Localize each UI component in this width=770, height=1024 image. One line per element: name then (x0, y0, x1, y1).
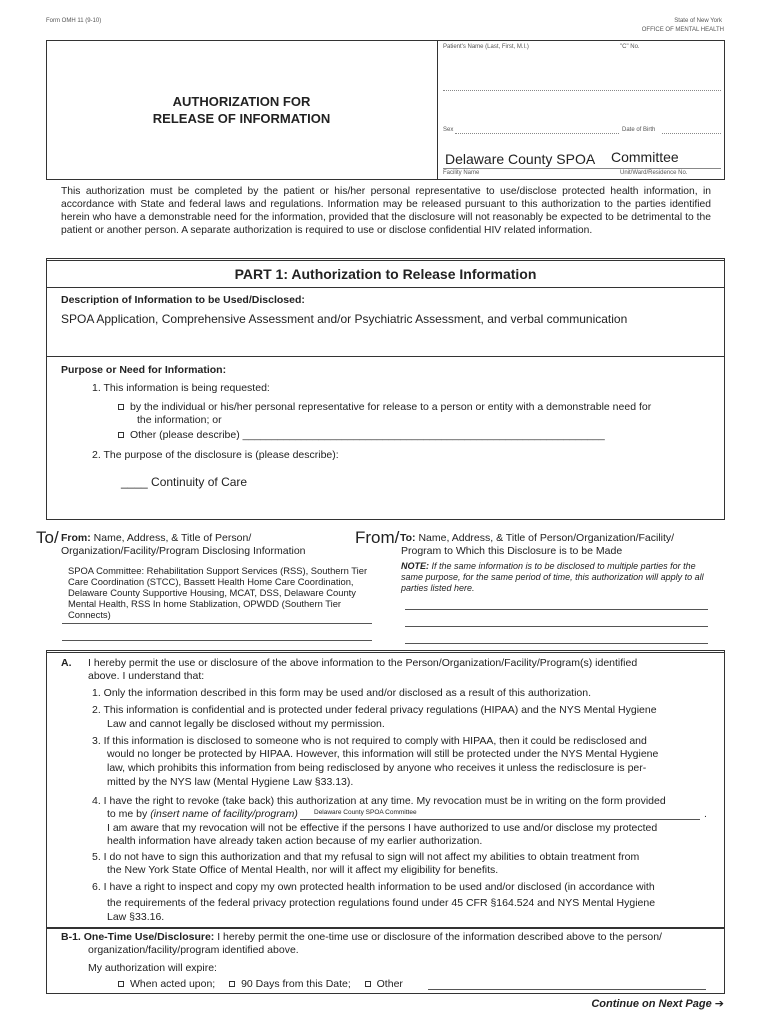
form-number: Form OMH 11 (9-10) (46, 18, 102, 24)
sex-label: Sex (443, 127, 454, 133)
a-item-6-cont2: Law §33.16. (107, 911, 165, 923)
page-title: AUTHORIZATION FOR RELEASE OF INFORMATION (152, 94, 331, 126)
checkbox-90-days[interactable] (229, 981, 235, 987)
a-item-3-cont3: mitted by the NYS law (Mental Hygiene Law §33.13). (107, 776, 354, 788)
revoke-facility-value[interactable]: Delaware County SPOA Committee (314, 809, 417, 816)
purpose-value[interactable]: ____ Continuity of Care (121, 475, 248, 489)
to-label: To: Name, Address, & Title of Person/Organization/Facility/ (400, 532, 675, 544)
checkbox-individual[interactable] (118, 404, 124, 410)
facility-name-value[interactable]: Delaware County SPOA (445, 151, 596, 167)
to-line-1[interactable] (405, 609, 708, 610)
part1-top-rule (46, 260, 725, 261)
unit-label: Unit/Ward/Residence No. (620, 170, 688, 176)
facility-line (443, 168, 721, 169)
state-label: State of New York (674, 18, 722, 24)
expire-options: When acted upon; 90 Days from this Date; Other (118, 978, 403, 991)
header-divider (437, 40, 438, 180)
purpose-option2: Other (please describe) ______________________________________________________________ (118, 429, 605, 442)
description-rule (46, 356, 725, 357)
a-item-6-cont1: the requirements of the federal privacy protection regulations found under 45 CFR §164.524 and NYS Mental Hygiene (107, 897, 656, 909)
from-line-1[interactable] (62, 623, 372, 624)
purpose-item2: 2. The purpose of the disclosure is (please describe): (92, 449, 339, 461)
dob-label: Date of Birth (622, 127, 656, 133)
from-label-line2: Organization/Facility/Program Disclosing Information (61, 545, 306, 557)
a-item-4: 4. I have the right to revoke (take back) this authorization at any time. My revocation must be in writing on the form provided (92, 795, 666, 807)
office-label: OFFICE OF MENTAL HEALTH (641, 27, 724, 33)
description-label: Description of Information to be Used/Disclosed: (61, 294, 305, 306)
intro-paragraph: This authorization must be completed by the patient or his/her personal representative to use/disclose protected health information, in accordance with State and federal laws and regulations. Information may be released pursuant to this authorization to the parties identified herein who have a demonstrable need for the information, provided that the disclosure will not reasonably be expected to be detrimental to the patient or another person. A separate authorization is required to use or disclose confidential HIV related information. (61, 186, 711, 236)
expire-other-field[interactable] (428, 989, 706, 990)
section-a-letter: A. (61, 657, 72, 669)
a-item-5-cont: the New York State Office of Mental Health, nor will it affect my eligibility for benefits. (107, 864, 499, 876)
section-a-intro: I hereby permit the use or disclosure of the above information to the Person/Organization/Facility/Program(s) identified (88, 657, 638, 669)
a-item-6: 6. I have a right to inspect and copy my own protected health information to be used and/or disclosed (in accordance with (92, 881, 655, 893)
a-item-4-revoke: to me by (insert name of facility/program) (107, 808, 298, 820)
unit-value[interactable]: Committee (611, 149, 679, 165)
multi-party-note: NOTE: If the same information is to be disclosed to multiple parties for the same purpose, for the same period of time, this authorization will apply to all parties listed here. (401, 561, 704, 593)
a-item-3-cont2: law, which prohibits this information from being redisclosed by anyone who receives it unless the redisclosure is per- (107, 762, 647, 774)
to-line-3[interactable] (405, 643, 708, 644)
a-item-3: 3. If this information is disclosed to someone who is not required to comply with HIPAA, then it could be redisclosed and (92, 735, 647, 747)
to-label-line2: Program to Which this Disclosure is to be Made (401, 545, 623, 557)
to-line-2[interactable] (405, 626, 708, 627)
from-line-2[interactable] (62, 640, 372, 641)
a-item-3-cont1: would no longer be protected by HIPAA. However, this information will still be protected under the NYS Mental Hygiene (107, 748, 659, 760)
a-item-4-cont2: health information have already taken action because of my earlier authorization. (107, 835, 483, 847)
from-label: From: Name, Address, & Title of Person/ (61, 532, 252, 544)
section-a-intro-line2: above. I understand that: (88, 670, 205, 682)
part1-heading-rule (46, 287, 725, 288)
sex-field[interactable] (455, 133, 619, 134)
checkbox-when-acted[interactable] (118, 981, 124, 987)
a-item-2-cont: Law and cannot legally be disclosed without my permission. (107, 718, 385, 730)
expire-label: My authorization will expire: (88, 962, 217, 974)
checkbox-other-expiry[interactable] (365, 981, 371, 987)
c-no-label: "C" No. (620, 44, 640, 50)
handwritten-from: From/ (355, 528, 400, 547)
section-b1-text-line2: organization/facility/program identified above. (88, 944, 299, 956)
continue-next-page: Continue on Next Page ➔ (591, 998, 724, 1010)
from-value[interactable]: SPOA Committee: Rehabilitation Support Services (RSS), Southern Tier Care Coordination (STCC), Bassett Health Home Care Coordination, Delaware County Supportive Housing, MCAT, DSS, Delaware County Mental Health, RSS In home Stablization, OPWDD (Southern Tier Connects) (68, 565, 368, 620)
dob-field[interactable] (662, 133, 721, 134)
purpose-option1: by the individual or his/her personal representative for release to a person or entity with a demonstrable need for (118, 401, 651, 414)
part1-heading: PART 1: Authorization to Release Information (234, 266, 537, 282)
patient-name-field[interactable] (443, 90, 721, 91)
patient-name-label: Patient's Name (Last, First, M.I.) (443, 44, 529, 50)
revoke-facility-field[interactable] (300, 819, 700, 820)
a-item-1: 1. Only the information described in this form may be used and/or disclosed as a result of this authorization. (92, 687, 592, 699)
handwritten-to: To/ (36, 528, 59, 547)
purpose-item1: 1. This information is being requested: (92, 382, 270, 394)
a-item-4-cont1: I am aware that my revocation will not be effective if the persons I have authorized to use and/or disclose my protected (107, 822, 658, 834)
purpose-option1-cont: the information; or (137, 414, 222, 426)
purpose-label: Purpose or Need for Information: (61, 364, 227, 376)
checkbox-other[interactable] (118, 432, 124, 438)
section-b1-text: B-1. One-Time Use/Disclosure: I hereby permit the one-time use or disclosure of the information described above to the person/ (61, 931, 662, 943)
a-item-2: 2. This information is confidential and is protected under federal privacy regulations (HIPAA) and the NYS Mental Hygiene (92, 704, 657, 716)
description-value[interactable]: SPOA Application, Comprehensive Assessment and/or Psychiatric Assessment, and verbal communication (61, 312, 628, 326)
section-a-top-rule (46, 652, 725, 653)
facility-name-label: Facility Name (443, 170, 480, 176)
a-item-5: 5. I do not have to sign this authorization and that my refusal to sign will not affect my abilities to obtain treatment from (92, 851, 640, 863)
